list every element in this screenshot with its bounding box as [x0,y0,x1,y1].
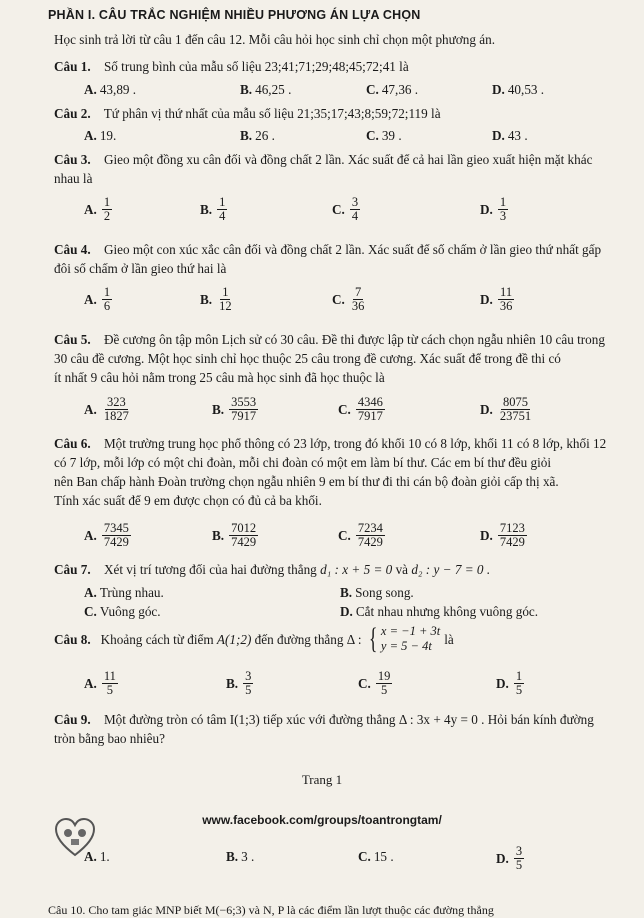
option-d[interactable]: D. 40,53 . [492,82,545,97]
option-c[interactable]: C. $\frac{3}{4}$ [332,195,359,223]
fraction: $\frac{3}{5}$ [515,844,523,872]
fraction: $\frac{3}{5}$ [245,669,252,697]
option-a[interactable]: A. $\frac{1}{2}$ [84,195,111,223]
question-number: Câu 8. [54,631,91,647]
question-text: Gieo một con xúc xắc cân đối và đồng chất 2 lần. Xác suất để số chấm ở lần gieo thứ nhất gấp [103,242,602,257]
question-6-options [84,522,624,552]
option-a[interactable]: A. 19. [84,128,117,143]
fraction: $\frac{11}{36}$ [499,285,513,313]
question-number: Câu 1. [54,59,91,74]
option-d[interactable]: D. Cắt nhau nhưng không vuông góc. [340,604,539,619]
option-d[interactable]: D. 43 . [492,128,528,143]
question-text: Một trường trung học phổ thông có 23 lớp, trong đó khối 10 có 8 lớp, khối 11 có 8 lớp, khối 12 [103,436,607,451]
question-text: Một đường tròn có tâm I(1;3) tiếp xúc với đường thẳng Δ : 3x + 4y = 0 . Hỏi bán kính đường [103,712,594,727]
fraction: $\frac{8075}{23751}$ [499,395,532,423]
option-d[interactable]: D. $\frac{8075}{23751}$ [480,395,532,423]
question-6: Câu 6. Một trường trung học phổ thông có 23 lớp, trong đó khối 10 có 8 lớp, khối 11 có 8 lớp, khối 12 có 7 lớp, mỗi lớp có một chi đoàn, mỗi chi đoàn có một em làm bí thư. Các em bí thư đều giỏi nên Ban chấp hành Đoàn trường chọn ngẫu nhiên 9 em bí thư đi thi cán bộ đoàn giỏi cấp thị xã. Tính xác suất để 9 em được chọn có đủ cả ba khối. [54,436,607,508]
section-header: PHẦN I. CÂU TRẮC NGHIỆM NHIỀU PHƯƠNG ÁN LỰA CHỌN [48,8,421,22]
question-text-cont: đôi số chấm ở lần gieo thứ hai là [54,261,227,276]
parametric-system: { x = −1 + 3t y = 5 − 4t [368,622,441,655]
option-b[interactable]: B. 26 . [240,128,275,143]
question-7-options [84,585,624,625]
fraction: $\frac{1}{12}$ [219,285,232,313]
fraction: $\frac{19}{5}$ [377,669,391,697]
option-a[interactable]: A. $\frac{7345}{7429}$ [84,521,129,549]
option-b[interactable]: B. Song song. [340,585,414,600]
fraction: $\frac{11}{5}$ [103,669,116,697]
question-8-options [84,670,624,700]
question-number: Câu 7. [54,562,91,577]
question-8: Câu 8. Khoảng cách từ điểm A(1;2) đến đường thẳng Δ : { x = −1 + 3t y = 5 − 4t là [54,622,454,655]
point-a: A(1;2) [216,631,252,647]
question-9: Câu 9. Một đường tròn có tâm I(1;3) tiếp xúc với đường thẳng Δ : 3x + 4y = 0 . Hỏi bán kính đường tròn bằng bao nhiêu? [54,712,594,746]
option-c[interactable]: C. 39 . [366,128,402,143]
question-3-options [84,196,624,226]
question-number: Câu 3. [54,152,91,167]
question-text: Số trung bình của mẫu số liệu 23;41;71;29;48;45;72;41 là [103,59,409,74]
fraction: $\frac{1}{3}$ [499,195,507,223]
question-text: Tứ phân vị thứ nhất của mẫu số liệu 21;35;17;43;8;59;72;119 là [103,106,441,121]
question-9-options [84,845,624,879]
question-text-cont: nhau là [54,171,93,186]
fraction: $\frac{4346}{7917}$ [357,395,383,423]
fraction: $\frac{7234}{7429}$ [357,521,383,549]
question-number: Câu 2. [54,106,91,121]
fraction: $\frac{1}{6}$ [103,285,111,313]
option-d[interactable]: D. $\frac{3}{5}$ [496,844,523,872]
option-d[interactable]: D. $\frac{1}{5}$ [496,669,523,697]
option-a[interactable]: A. Trùng nhau. [84,585,164,600]
fraction: $\frac{1}{2}$ [103,195,111,223]
question-number: Câu 5. [54,332,91,347]
question-10-cut: Câu 10. Cho tam giác MNP biết M(−6;3) và N, P là các điểm lần lượt thuộc các đường thẳng [48,903,494,917]
option-b[interactable]: B. $\frac{1}{12}$ [200,285,232,313]
question-1 [54,57,624,76]
option-c[interactable]: C. Vuông góc. [84,604,161,619]
option-d[interactable]: D. $\frac{1}{3}$ [480,195,507,223]
option-b[interactable]: B. $\frac{3}{5}$ [226,669,252,697]
question-4 [54,240,624,278]
line-d1: d₁ : x + 5 = 0 [320,562,393,577]
page-number: Trang 1 [301,772,343,787]
option-c[interactable]: C. $\frac{19}{5}$ [358,669,391,697]
line-d2: d₂ : y − 7 = 0 . [411,562,491,577]
fraction: $\frac{3553}{7917}$ [231,395,257,423]
option-c[interactable]: C. 15 . [358,849,394,864]
option-d[interactable]: D. $\frac{7123}{7429}$ [480,521,525,549]
question-number: Câu 4. [54,242,91,257]
fraction: $\frac{7123}{7429}$ [499,521,525,549]
option-a[interactable]: A. 1. [84,849,110,864]
question-5: Câu 5. Đề cương ôn tập môn Lịch sử có 30 câu. Đề thi được lập từ cách chọn ngẫu nhiên 10 câu trong 30 câu đề cương. Một học sinh chỉ học thuộc 25 câu trong đề cương. Xác suất để trong đề thi có ít nhất 9 câu hỏi nằm trong 25 câu mà học sinh đã học thuộc là [54,332,605,385]
option-a[interactable]: A. $\frac{1}{6}$ [84,285,111,313]
instructions: Học sinh trả lời từ câu 1 đến câu 12. Mỗi câu hỏi học sinh chỉ chọn một phương án. [54,32,495,47]
option-c[interactable]: C. $\frac{4346}{7917}$ [338,395,383,423]
option-c[interactable]: C. $\frac{7}{36}$ [332,285,365,313]
question-4-options [84,286,624,316]
fraction: $\frac{7345}{7429}$ [103,521,129,549]
option-b[interactable]: B. $\frac{3553}{7917}$ [212,395,257,423]
question-3 [54,150,624,188]
option-b[interactable]: B. $\frac{1}{4}$ [200,195,226,223]
fraction: $\frac{7012}{7429}$ [231,521,257,549]
fraction: $\frac{323}{1827}$ [103,395,129,423]
question-text: Đề cương ôn tập môn Lịch sử có 30 câu. Đề thi được lập từ cách chọn ngẫu nhiên 10 câu trong [103,332,605,347]
question-2 [54,104,624,123]
option-a[interactable]: A. $\frac{323}{1827}$ [84,395,129,423]
question-7: Câu 7. Xét vị trí tương đối của hai đường thẳng d₁ : x + 5 = 0 và d₂ : y − 7 = 0 . [54,562,491,577]
question-number: Câu 6. [54,436,91,451]
option-a[interactable]: A. 43,89 . [84,82,137,97]
question-5-options [84,396,624,426]
brace-icon: { [368,622,378,655]
option-c[interactable]: C. 47,36 . [366,82,419,97]
option-a[interactable]: A. $\frac{11}{5}$ [84,669,116,697]
option-d[interactable]: D. $\frac{11}{36}$ [480,285,513,313]
option-b[interactable]: B. 46,25 . [240,82,292,97]
fraction: $\frac{1}{4}$ [219,195,226,223]
question-text: Gieo một đồng xu cân đối và đồng chất 2 lần. Xác suất để cả hai lần gieo xuất hiện mặt khác [103,152,593,167]
question-number: Câu 9. [54,712,91,727]
fraction: $\frac{3}{4}$ [351,195,359,223]
fraction: $\frac{7}{36}$ [351,285,365,313]
option-b[interactable]: B. $\frac{7012}{7429}$ [212,521,257,549]
footer-link[interactable]: www.facebook.com/groups/toantrongtam/ [202,813,442,827]
fraction: $\frac{1}{5}$ [515,669,523,697]
option-b[interactable]: B. 3 . [226,849,255,864]
option-c[interactable]: C. $\frac{7234}{7429}$ [338,521,383,549]
